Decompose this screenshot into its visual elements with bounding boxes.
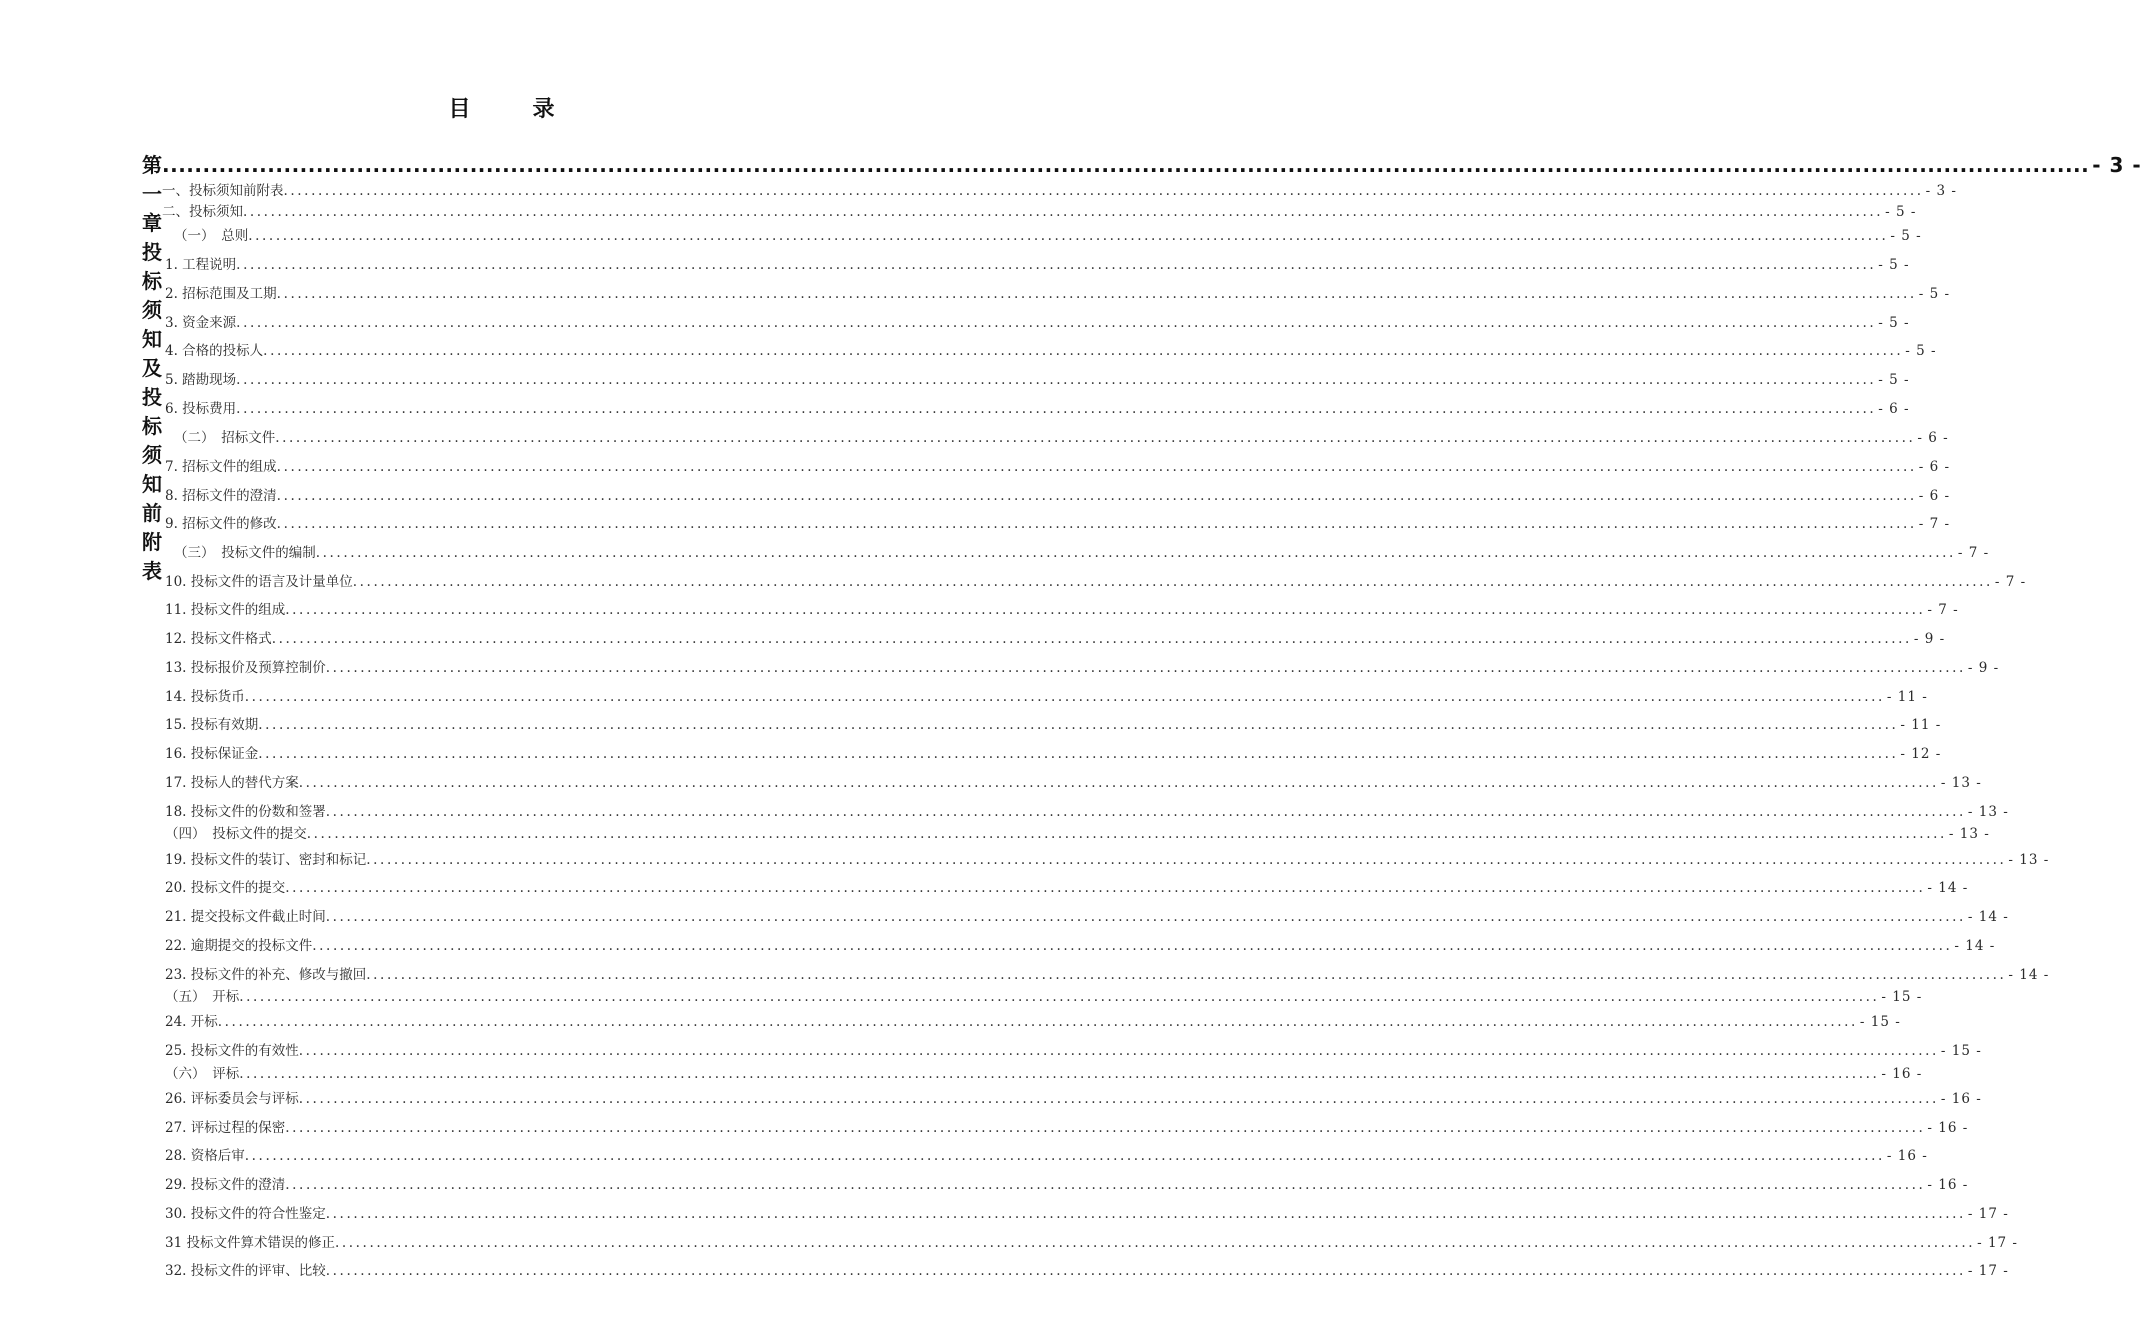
toc-entry[interactable] (165, 1087, 1982, 1107)
toc-entry-leader: .............................................................................................................................................................................................................................................. (258, 717, 1899, 733)
toc-entry-page: - 5 - (1878, 257, 1910, 273)
toc-entry[interactable] (165, 1202, 2009, 1222)
toc-entry-leader: .............................................................................................................................................................................................................................................. (334, 1235, 1976, 1251)
toc-entry-label: 2. 招标范围及工期 (165, 286, 277, 302)
toc-entry-label: 5. 踏勘现场 (165, 372, 237, 388)
toc-entry[interactable] (174, 426, 1949, 446)
toc-entry[interactable] (165, 1062, 1923, 1082)
toc-entry-label: 29. 投标文件的澄清 (165, 1177, 286, 1193)
toc-entry-leader: .............................................................................................................................................................................................................................................. (239, 989, 1880, 1005)
toc-entry-page: - 14 - (1967, 909, 2009, 925)
toc-entry-page: - 17 - (1977, 1235, 2018, 1251)
toc-entry-page: - 5 - (1885, 204, 1917, 220)
toc-entry[interactable] (162, 179, 1957, 199)
toc-entry[interactable] (165, 685, 1928, 705)
toc-entry[interactable] (165, 282, 1951, 302)
toc-entry-label: 15. 投标有效期 (165, 717, 259, 733)
toc-entry-label: 21. 提交投标文件截止时间 (165, 909, 326, 925)
toc-entry-label: 1. 工程说明 (165, 257, 237, 273)
toc-entry[interactable] (165, 339, 1937, 359)
toc-entry-page: - 13 - (1948, 826, 1990, 842)
toc-entry-page: - 5 - (1890, 228, 1922, 244)
toc-entry-page: - 9 - (1967, 660, 2000, 676)
toc-entry[interactable] (165, 905, 2009, 925)
toc-entry-leader: .............................................................................................................................................................................................................................................. (248, 228, 1889, 244)
toc-entry-label: 4. 合格的投标人 (165, 343, 264, 359)
toc-entry-label: 17. 投标人的替代方案 (165, 775, 299, 791)
toc-entry[interactable] (165, 876, 1969, 896)
toc-entry[interactable] (165, 656, 2000, 676)
toc-entry-page: - 5 - (1918, 286, 1951, 302)
toc-entry-label: 32. 投标文件的评审、比较 (165, 1263, 326, 1279)
toc-entry[interactable] (174, 541, 1990, 561)
toc-entry-page: - 16 - (1927, 1120, 1969, 1136)
toc-entry-page: - 15 - (1940, 1043, 1982, 1059)
toc-entry-page: - 7 - (1927, 602, 1959, 618)
toc-entry-page: - 13 - (2008, 852, 2050, 868)
toc-entry[interactable] (165, 771, 1982, 791)
toc-entry-leader: .............................................................................................................................................................................................................................................. (306, 826, 1947, 842)
toc-entry-page: - 12 - (1900, 746, 1942, 762)
toc-entry-page: - 6 - (1878, 401, 1910, 417)
toc-entry-label: 16. 投标保证金 (165, 746, 259, 762)
toc-entry[interactable] (165, 1039, 1982, 1059)
toc-entry-label: 9. 招标文件的修改 (165, 516, 277, 532)
toc-entry-leader: .............................................................................................................................................................................................................................................. (285, 602, 1926, 618)
toc-entry[interactable] (165, 985, 1923, 1005)
toc-entry-label: 12. 投标文件格式 (165, 631, 272, 647)
toc-entry-page: - 3 - (1925, 183, 1957, 199)
toc-entry-page: - 5 - (1905, 343, 1937, 359)
toc-entry-leader: .............................................................................................................................................................................................................................................. (244, 689, 1885, 705)
toc-entry[interactable] (165, 713, 1942, 733)
toc-entry-label: 26. 评标委员会与评标 (165, 1091, 299, 1107)
toc-entry-label: 10. 投标文件的语言及计量单位 (165, 574, 353, 590)
toc-entry[interactable] (165, 1116, 1969, 1136)
toc-entry[interactable] (165, 800, 2009, 820)
toc-entry-leader: .............................................................................................................................................................................................................................................. (217, 1014, 1858, 1030)
toc-entry-label: 28. 资格后审 (165, 1148, 245, 1164)
toc-entry-leader: .............................................................................................................................................................................................................................................. (239, 1066, 1880, 1082)
toc-entry-label: 20. 投标文件的提交 (165, 880, 286, 896)
toc-entry-label: （六） 评标 (165, 1066, 240, 1082)
toc-entry-leader: .............................................................................................................................................................................................................................................. (366, 967, 2007, 983)
toc-entry-label: 25. 投标文件的有效性 (165, 1043, 299, 1059)
toc-entry[interactable] (165, 484, 1951, 504)
toc-entry-leader: .............................................................................................................................................................................................................................................. (285, 1120, 1926, 1136)
toc-entry-page: - 6 - (1918, 488, 1951, 504)
toc-entry[interactable] (165, 848, 2050, 868)
toc-entry-page: - 6 - (1917, 430, 1949, 446)
toc-entry-leader: .............................................................................................................................................................................................................................................. (325, 660, 1966, 676)
toc-entry-leader: .............................................................................................................................................................................................................................................. (236, 257, 1877, 273)
toc-entry-page: - 15 - (1859, 1014, 1901, 1030)
toc-entry[interactable] (165, 1010, 1901, 1030)
toc-entry-page: - 11 - (1900, 717, 1942, 733)
toc-entry-leader: .............................................................................................................................................................................................................................................. (276, 286, 1917, 302)
toc-entry-page: - 6 - (1918, 459, 1951, 475)
toc-entry-page: - 15 - (1881, 989, 1923, 1005)
toc-entry[interactable] (165, 934, 1996, 954)
toc-entry-leader: .............................................................................................................................................................................................................................................. (236, 315, 1877, 331)
toc-entry-leader: .............................................................................................................................................................................................................................................. (283, 183, 1924, 199)
toc-entry-page: - 9 - (1913, 631, 1946, 647)
toc-entry-label: （一） 总则 (174, 228, 249, 244)
toc-entry-leader: .............................................................................................................................................................................................................................................. (276, 516, 1917, 532)
toc-entry[interactable] (165, 963, 2050, 983)
toc-entry[interactable] (174, 224, 1922, 244)
toc-entry-leader: .............................................................................................................................................................................................................................................. (312, 938, 1953, 954)
toc-entry-label: 24. 开标 (165, 1014, 218, 1030)
toc-entry-page: - 7 - (1957, 545, 1990, 561)
toc-entry-label: 23. 投标文件的补充、修改与撤回 (165, 967, 367, 983)
toc-entry-page: - 17 - (1967, 1206, 2009, 1222)
toc-entry[interactable] (165, 1144, 1928, 1164)
toc-entry[interactable] (162, 200, 1917, 220)
toc-entry-page: - 5 - (1878, 372, 1910, 388)
toc-entry-label: 11. 投标文件的组成 (165, 602, 286, 618)
toc-entry-leader: .............................................................................................................................................................................................................................................. (275, 430, 1916, 446)
toc-title-right: 录 (532, 96, 555, 122)
toc-entry-leader: .............................................................................................................................................................................................................................................. (298, 1091, 1939, 1107)
toc-entry-page: - 5 - (1878, 315, 1910, 331)
toc-entry-page: - 14 - (1954, 938, 1996, 954)
toc-entry-leader: .............................................................................................................................................................................................................................................. (263, 343, 1904, 359)
toc-entry[interactable] (165, 598, 1959, 618)
toc-entry-leader: .............................................................................................................................................................................................................................................. (325, 804, 1966, 820)
toc-entry-label: 27. 评标过程的保密 (165, 1120, 286, 1136)
toc-entry[interactable] (165, 311, 1910, 331)
toc-entry[interactable] (165, 627, 1946, 647)
toc-entry-leader: .............................................................................................................................................................................................................................................. (298, 1043, 1939, 1059)
toc-entry-leader: .............................................................................................................................................................................................................................................. (244, 1148, 1885, 1164)
toc-entry-leader: .............................................................................................................................................................................................................................................. (276, 488, 1917, 504)
toc-entry[interactable] (165, 1231, 2018, 1251)
toc-entry-label: 18. 投标文件的份数和签署 (165, 804, 326, 820)
toc-entry-label: 31 投标文件算术错误的修正 (165, 1235, 335, 1251)
toc-entry[interactable] (165, 742, 1942, 762)
toc-entry-page: - 17 - (1967, 1263, 2009, 1279)
toc-entry-label: 7. 招标文件的组成 (165, 459, 277, 475)
toc-entry[interactable] (165, 1259, 2009, 1279)
toc-entry[interactable] (165, 1173, 1969, 1193)
toc-entry[interactable] (165, 368, 1910, 388)
toc-entry-page: - 13 - (1940, 775, 1982, 791)
toc-entry-label: （二） 招标文件 (174, 430, 276, 446)
toc-entry[interactable] (165, 455, 1951, 475)
toc-entry-page: - 11 - (1886, 689, 1928, 705)
toc-leader: .............................................................................................................................................................................................................................................. (162, 153, 2090, 177)
toc-entry[interactable] (165, 253, 1910, 273)
toc-entry-label: 22. 逾期提交的投标文件 (165, 938, 313, 954)
toc-entry-leader: .............................................................................................................................................................................................................................................. (285, 1177, 1926, 1193)
toc-entry-label: （三） 投标文件的编制 (174, 545, 316, 561)
toc-entry-label: 8. 招标文件的澄清 (165, 488, 277, 504)
toc-entry[interactable] (165, 512, 1951, 532)
toc-entry-page: - 16 - (1940, 1091, 1982, 1107)
toc-entry-leader: .............................................................................................................................................................................................................................................. (285, 880, 1926, 896)
toc-entry-page: - 16 - (1927, 1177, 1969, 1193)
toc-entry-page: - 7 - (1994, 574, 2027, 590)
toc-entry-label: 19. 投标文件的装订、密封和标记 (165, 852, 367, 868)
toc-entry-label: （五） 开标 (165, 989, 240, 1005)
toc-entry-leader: .............................................................................................................................................................................................................................................. (243, 204, 1884, 220)
toc-entry-page: - 14 - (1927, 880, 1969, 896)
toc-entry-leader: .............................................................................................................................................................................................................................................. (271, 631, 1912, 647)
toc-title-left: 目 (448, 96, 471, 122)
toc-chapter-label: 第一章 投标须知及投标须知前附表 (142, 153, 162, 583)
toc-entry-page: - 13 - (1967, 804, 2009, 820)
toc-entry[interactable] (165, 822, 1990, 842)
toc-entry[interactable] (165, 397, 1910, 417)
toc-entry-label: 14. 投标货币 (165, 689, 245, 705)
toc-entry-leader: .............................................................................................................................................................................................................................................. (325, 1206, 1966, 1222)
toc-entry-label: 6. 投标费用 (165, 401, 237, 417)
toc-entry-leader: .............................................................................................................................................................................................................................................. (352, 574, 1993, 590)
toc-title (0, 92, 1003, 123)
toc-entry-page: - 16 - (1881, 1066, 1923, 1082)
toc-entry-leader: .............................................................................................................................................................................................................................................. (325, 1263, 1966, 1279)
toc-entry-leader: .............................................................................................................................................................................................................................................. (236, 401, 1877, 417)
toc-chapter-page: - 3 - (2092, 153, 2142, 177)
toc-entry-label: 13. 投标报价及预算控制价 (165, 660, 326, 676)
toc-entry-leader: .............................................................................................................................................................................................................................................. (298, 775, 1939, 791)
toc-entry-leader: .............................................................................................................................................................................................................................................. (258, 746, 1899, 762)
toc-entry-leader: .............................................................................................................................................................................................................................................. (325, 909, 1966, 925)
toc-entry-label: 30. 投标文件的符合性鉴定 (165, 1206, 326, 1222)
toc-entry-page: - 7 - (1918, 516, 1951, 532)
toc-entry[interactable] (165, 570, 2027, 590)
toc-entry-leader: .............................................................................................................................................................................................................................................. (315, 545, 1956, 561)
toc-entry-page: - 14 - (2008, 967, 2050, 983)
toc-entry-leader: .............................................................................................................................................................................................................................................. (276, 459, 1917, 475)
toc-entry-label: 二、投标须知 (162, 204, 243, 220)
toc-entry-label: 3. 资金来源 (165, 315, 237, 331)
toc-entry-leader: .............................................................................................................................................................................................................................................. (236, 372, 1877, 388)
toc-entry-label: 一、投标须知前附表 (162, 183, 284, 199)
toc-entry-page: - 16 - (1886, 1148, 1928, 1164)
toc-entry-leader: .............................................................................................................................................................................................................................................. (366, 852, 2007, 868)
toc-entry-label: （四） 投标文件的提交 (165, 826, 307, 842)
